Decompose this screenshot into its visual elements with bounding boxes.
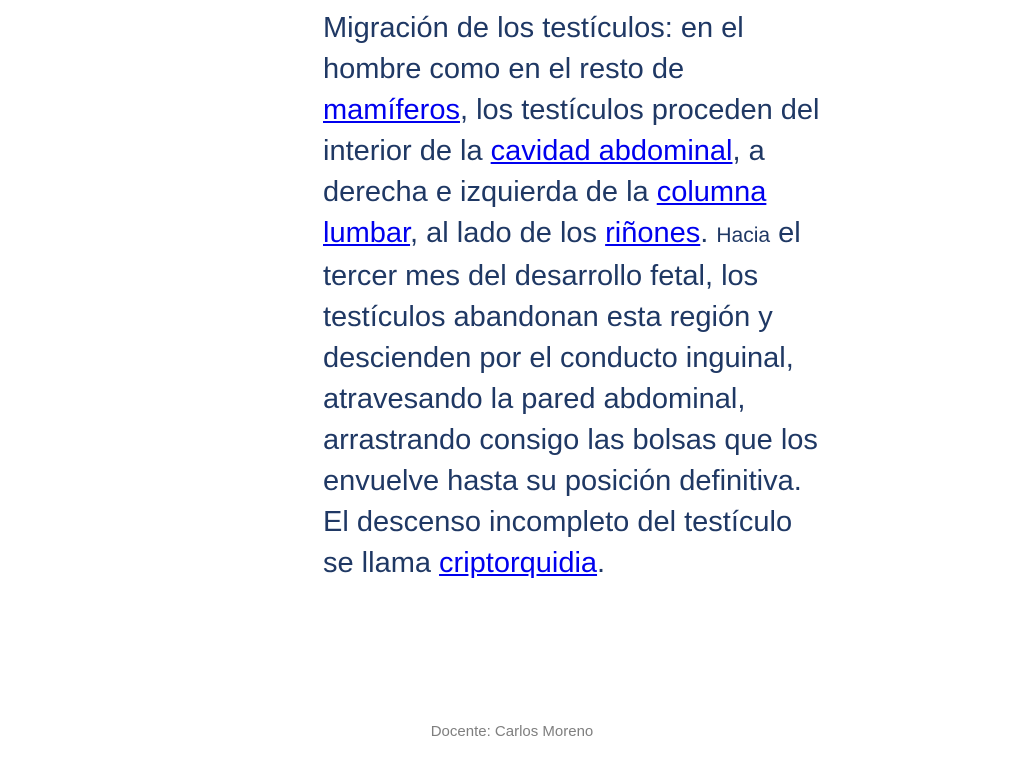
- slide-footer: Docente: Carlos Moreno: [430, 723, 594, 740]
- text-segment: , los testículos proceden del interior de la: [323, 94, 820, 167]
- link-mamiferos[interactable]: mamíferos: [323, 94, 460, 126]
- text-segment: , a derecha e izquierda de la: [323, 135, 765, 208]
- text-segment: .: [700, 217, 717, 249]
- text-segment: , al lado de los: [410, 217, 606, 249]
- text-segment: Migración de los testículos: en el hombre como en el resto de: [323, 12, 744, 85]
- text-segment-small: Hacia: [716, 224, 771, 247]
- link-rinones[interactable]: riñones: [605, 217, 701, 249]
- link-criptorquidia[interactable]: criptorquidia: [439, 547, 598, 579]
- body-paragraph: [323, 8, 823, 584]
- text-segment: .: [597, 547, 606, 579]
- text-segment: el tercer mes del desarrollo fetal, los testículos abandonan esta región y descienden por el conducto inguinal, atravesando la pared abdominal, arrastrando consigo las bolsas que los envuelve hasta su posición definitiva. El descenso incompleto del testículo se llama: [323, 217, 818, 579]
- link-cavidad-abdominal[interactable]: cavidad abdominal: [490, 135, 733, 167]
- link-columna-lumbar[interactable]: columna lumbar: [323, 176, 767, 249]
